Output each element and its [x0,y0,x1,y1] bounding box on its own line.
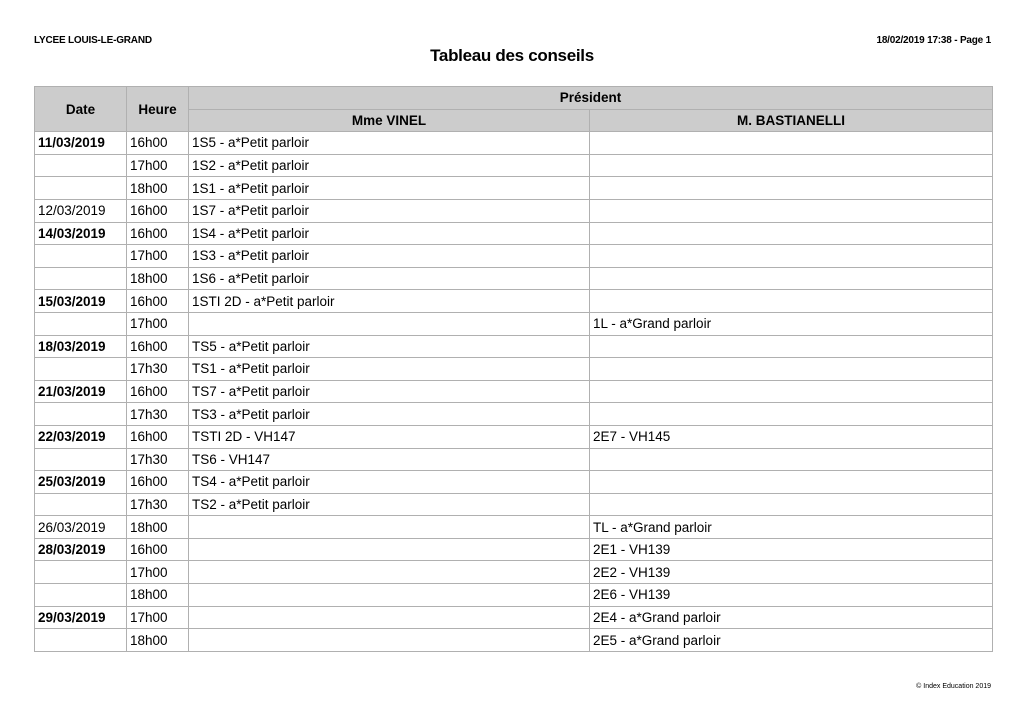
table-row [35,245,993,268]
cell-heure: 17h30 [127,493,189,516]
col-header-vinel: Mme VINEL [189,109,590,132]
col-header-president: Président [189,87,993,110]
table-row [35,516,993,539]
cell-date: 25/03/2019 [35,471,127,494]
table-row [35,629,993,652]
cell-bastianelli [590,199,993,222]
cell-date [35,561,127,584]
table-row [35,154,993,177]
cell-date [35,267,127,290]
cell-date [35,245,127,268]
col-header-heure: Heure [127,87,189,132]
cell-bastianelli [590,290,993,313]
cell-vinel: TS4 - a*Petit parloir [189,471,590,494]
cell-vinel: TS5 - a*Petit parloir [189,335,590,358]
table-row [35,403,993,426]
cell-heure: 17h30 [127,448,189,471]
table-row [35,493,993,516]
cell-bastianelli [590,177,993,200]
table-row [35,425,993,448]
cell-heure: 16h00 [127,290,189,313]
cell-vinel: TSTI 2D - VH147 [189,425,590,448]
cell-date: 28/03/2019 [35,538,127,561]
cell-heure: 16h00 [127,380,189,403]
cell-bastianelli [590,403,993,426]
cell-date: 14/03/2019 [35,222,127,245]
cell-bastianelli [590,335,993,358]
cell-date [35,312,127,335]
table-row [35,312,993,335]
cell-bastianelli: TL - a*Grand parloir [590,516,993,539]
cell-vinel: 1STI 2D - a*Petit parloir [189,290,590,313]
cell-bastianelli: 2E1 - VH139 [590,538,993,561]
cell-vinel: 1S3 - a*Petit parloir [189,245,590,268]
cell-bastianelli: 2E7 - VH145 [590,425,993,448]
table-row [35,290,993,313]
cell-date [35,177,127,200]
cell-vinel: TS3 - a*Petit parloir [189,403,590,426]
cell-vinel: 1S6 - a*Petit parloir [189,267,590,290]
table-row [35,335,993,358]
page-title: Tableau des conseils [430,46,594,65]
cell-bastianelli [590,222,993,245]
table-row [35,222,993,245]
cell-heure: 18h00 [127,267,189,290]
print-timestamp: 18/02/2019 17:38 - Page 1 [876,35,991,46]
cell-vinel: 1S5 - a*Petit parloir [189,132,590,155]
cell-vinel [189,312,590,335]
table-row [35,471,993,494]
cell-date [35,448,127,471]
col-header-bastianelli: M. BASTIANELLI [590,109,993,132]
cell-date [35,403,127,426]
cell-date [35,584,127,607]
table-row [35,267,993,290]
cell-vinel [189,629,590,652]
councils-table [34,86,993,652]
cell-bastianelli: 2E6 - VH139 [590,584,993,607]
copyright-footer: © Index Education 2019 [916,683,991,690]
cell-bastianelli [590,471,993,494]
cell-vinel: 1S7 - a*Petit parloir [189,199,590,222]
cell-heure: 16h00 [127,199,189,222]
cell-date [35,358,127,381]
cell-bastianelli [590,358,993,381]
cell-heure: 17h00 [127,245,189,268]
table-row [35,448,993,471]
cell-date: 15/03/2019 [35,290,127,313]
cell-date: 11/03/2019 [35,132,127,155]
cell-vinel: 1S4 - a*Petit parloir [189,222,590,245]
cell-heure: 17h00 [127,606,189,629]
cell-bastianelli: 2E4 - a*Grand parloir [590,606,993,629]
table-row [35,358,993,381]
cell-heure: 16h00 [127,335,189,358]
cell-vinel: TS2 - a*Petit parloir [189,493,590,516]
cell-bastianelli [590,267,993,290]
school-name: LYCEE LOUIS-LE-GRAND [34,35,152,46]
table-row [35,606,993,629]
cell-heure: 16h00 [127,471,189,494]
col-header-date: Date [35,87,127,132]
table-row [35,584,993,607]
table-body [35,132,993,652]
table-row [35,538,993,561]
cell-bastianelli [590,380,993,403]
cell-vinel [189,606,590,629]
cell-date: 21/03/2019 [35,380,127,403]
table-row [35,199,993,222]
cell-vinel [189,561,590,584]
cell-vinel: 1S2 - a*Petit parloir [189,154,590,177]
cell-date: 12/03/2019 [35,199,127,222]
cell-bastianelli: 2E5 - a*Grand parloir [590,629,993,652]
cell-vinel: TS7 - a*Petit parloir [189,380,590,403]
cell-heure: 16h00 [127,425,189,448]
cell-heure: 17h00 [127,561,189,584]
cell-heure: 18h00 [127,629,189,652]
cell-bastianelli [590,245,993,268]
table-row [35,132,993,155]
cell-vinel [189,516,590,539]
cell-heure: 17h30 [127,358,189,381]
cell-date [35,629,127,652]
cell-vinel [189,584,590,607]
cell-bastianelli: 2E2 - VH139 [590,561,993,584]
cell-bastianelli [590,493,993,516]
cell-date [35,493,127,516]
cell-heure: 16h00 [127,538,189,561]
cell-vinel [189,538,590,561]
cell-heure: 17h00 [127,312,189,335]
cell-date: 26/03/2019 [35,516,127,539]
cell-date: 22/03/2019 [35,425,127,448]
cell-date [35,154,127,177]
cell-vinel: TS1 - a*Petit parloir [189,358,590,381]
cell-heure: 18h00 [127,177,189,200]
cell-date: 18/03/2019 [35,335,127,358]
cell-bastianelli [590,132,993,155]
cell-heure: 16h00 [127,222,189,245]
cell-heure: 18h00 [127,584,189,607]
cell-bastianelli: 1L - a*Grand parloir [590,312,993,335]
cell-bastianelli [590,154,993,177]
cell-bastianelli [590,448,993,471]
cell-vinel: 1S1 - a*Petit parloir [189,177,590,200]
cell-heure: 16h00 [127,132,189,155]
table-row [35,177,993,200]
cell-date: 29/03/2019 [35,606,127,629]
cell-heure: 18h00 [127,516,189,539]
table-row [35,561,993,584]
cell-heure: 17h00 [127,154,189,177]
table-row [35,380,993,403]
cell-vinel: TS6 - VH147 [189,448,590,471]
cell-heure: 17h30 [127,403,189,426]
